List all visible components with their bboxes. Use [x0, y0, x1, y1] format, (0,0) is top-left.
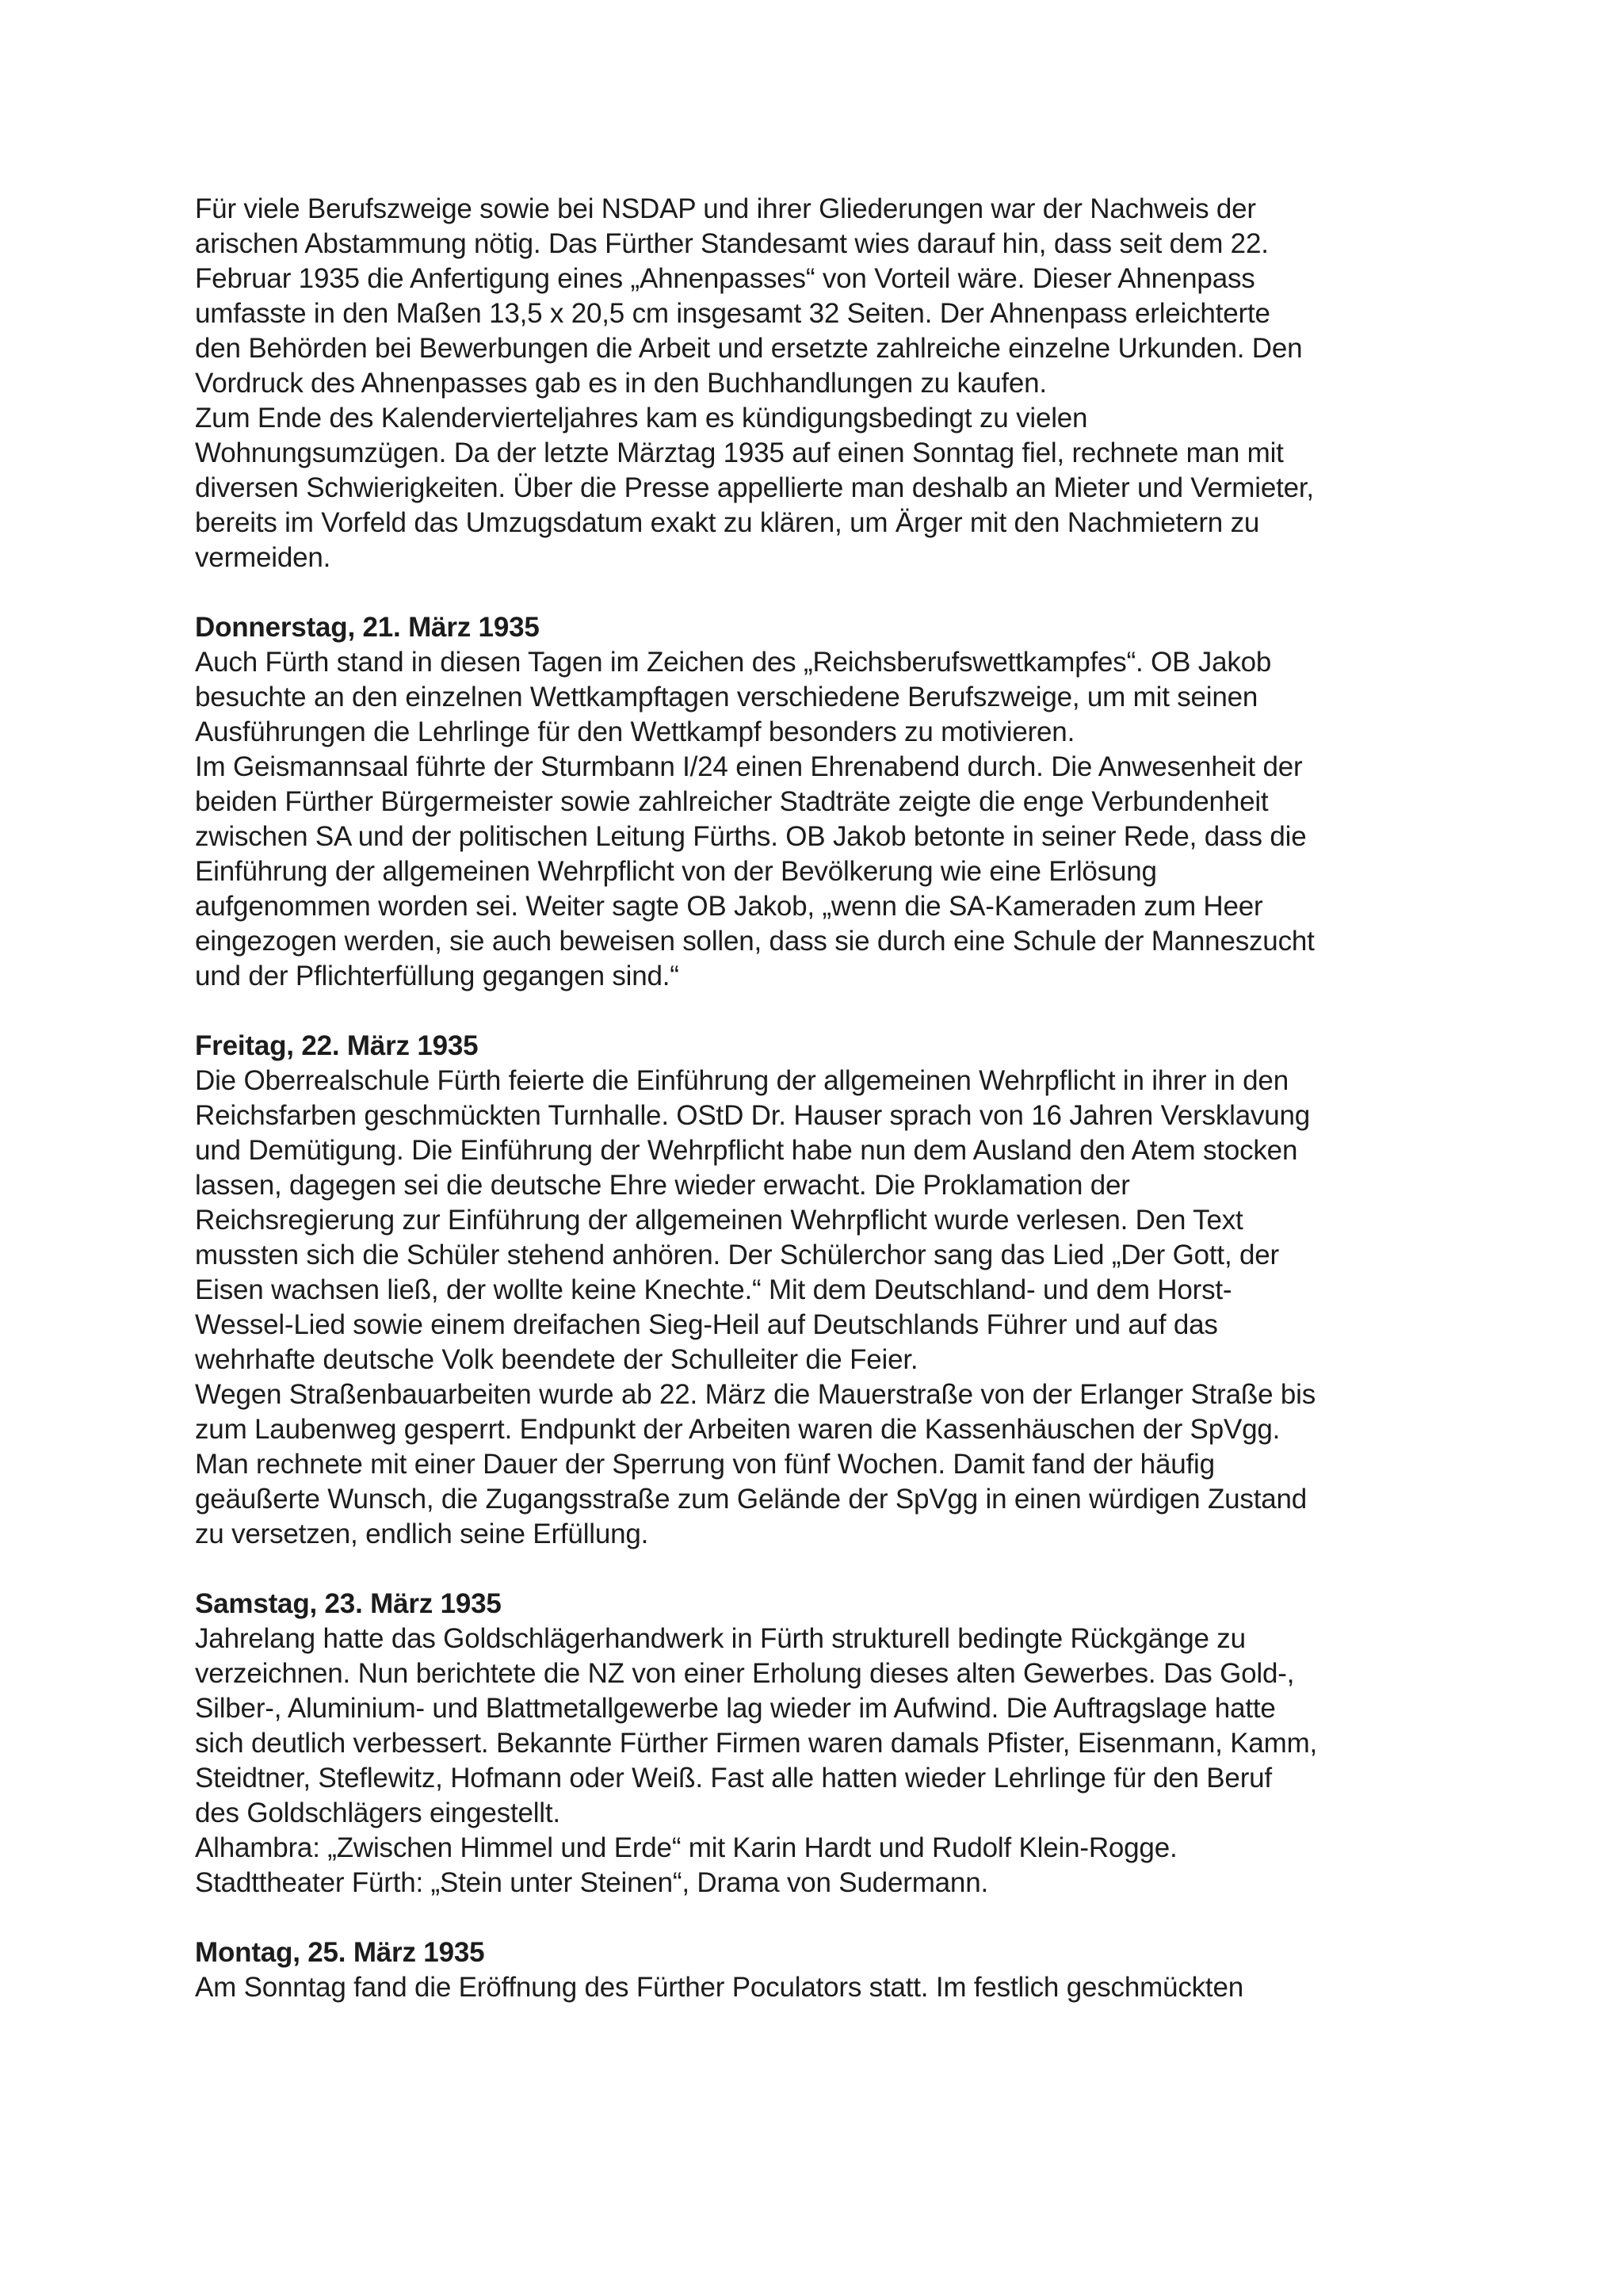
text-line: Die Oberrealschule Fürth feierte die Einführung der allgemeinen Wehrpflicht in ihrer in den [195, 1065, 1289, 1096]
text-line: und der Pflichterfüllung gegangen sind.“ [195, 961, 679, 991]
paragraph [195, 1377, 1431, 1552]
text-line: Für viele Berufszweige sowie bei NSDAP und ihrer Gliederungen war der Nachweis der [195, 193, 1256, 224]
text-line: arischen Abstammung nötig. Das Fürther Standesamt wies darauf hin, dass seit dem 22. [195, 228, 1269, 259]
text-line: Februar 1935 die Anfertigung eines „Ahnenpasses“ von Vorteil wäre. Dieser Ahnenpass [195, 263, 1255, 294]
text-line: Steidtner, Steflewitz, Hofmann oder Weiß. Fast alle hatten wieder Lehrlinge für den Beruf [195, 1763, 1272, 1794]
text-line: umfasste in den Maßen 13,5 x 20,5 cm insgesamt 32 Seiten. Der Ahnenpass erleichterte [195, 298, 1270, 329]
text-line: zu versetzen, endlich seine Erfüllung. [195, 1519, 649, 1549]
text-line: besuchte an den einzelnen Wettkampftagen verschiedene Berufszweige, um mit seinen [195, 682, 1258, 712]
section-heading-montag: Montag, 25. März 1935 [195, 1937, 485, 1968]
text-line: Einführung der allgemeinen Wehrpflicht von der Bevölkerung wie eine Erlösung [195, 856, 1157, 887]
text-line: verzeichnen. Nun berichtete die NZ von einer Erholung dieses alten Gewerbes. Das Gold-, [195, 1658, 1295, 1689]
text-line: den Behörden bei Bewerbungen die Arbeit und ersetzte zahlreiche einzelne Urkunden. Den [195, 333, 1303, 364]
intro-paragraph-1 [195, 192, 1431, 401]
text-line: aufgenommen worden sei. Weiter sagte OB Jakob, „wenn die SA-Kameraden zum Heer [195, 891, 1263, 922]
text-line: lassen, dagegen sei die deutsche Ehre wieder erwacht. Die Proklamation der [195, 1170, 1130, 1201]
text-line: Silber-, Aluminium- und Blattmetallgewerbe lag wieder im Aufwind. Die Auftragslage hatte [195, 1693, 1276, 1724]
text-line: diversen Schwierigkeiten. Über die Presse appellierte man deshalb an Mieter und Vermieter, [195, 472, 1314, 503]
text-line: Alhambra: „Zwischen Himmel und Erde“ mit Karin Hardt und Rudolf Klein-Rogge. [195, 1832, 1178, 1863]
paragraph [195, 1970, 1431, 2005]
text-line: eingezogen werden, sie auch beweisen sollen, dass sie durch eine Schule der Manneszucht [195, 926, 1315, 957]
text-line: Reichsfarben geschmückten Turnhalle. OStD Dr. Hauser sprach von 16 Jahren Versklavung [195, 1100, 1311, 1131]
text-line: beiden Fürther Bürgermeister sowie zahlreicher Stadträte zeigte die enge Verbundenheit [195, 786, 1269, 817]
paragraph [195, 1831, 1431, 1866]
text-line: Reichsregierung zur Einführung der allgemeinen Wehrpflicht wurde verlesen. Den Text [195, 1205, 1243, 1236]
text-line: und Demütigung. Die Einführung der Wehrpflicht habe nun dem Ausland den Atem stocken [195, 1135, 1298, 1166]
section-body-freitag [195, 1064, 1431, 1552]
section-heading-freitag: Freitag, 22. März 1935 [195, 1030, 479, 1061]
section-body-samstag [195, 1622, 1431, 1901]
paragraph [195, 1866, 1431, 1901]
text-line: des Goldschlägers eingestellt. [195, 1797, 560, 1828]
text-line: zum Laubenweg gesperrt. Endpunkt der Arbeiten waren die Kassenhäuschen der SpVgg. [195, 1414, 1281, 1445]
text-line: sich deutlich verbessert. Bekannte Fürther Firmen waren damals Pfister, Eisenmann, Kamm, [195, 1728, 1318, 1759]
section-heading-samstag: Samstag, 23. März 1935 [195, 1588, 502, 1619]
text-line: Am Sonntag fand die Eröffnung des Fürther Poculators statt. Im festlich geschmückten [195, 1972, 1243, 2003]
section-body-montag [195, 1970, 1431, 2005]
text-line: vermeiden. [195, 542, 331, 573]
paragraph [195, 1064, 1431, 1377]
text-line: Zum Ende des Kalendervierteljahres kam es kündigungsbedingt zu vielen [195, 403, 1088, 434]
text-line: bereits im Vorfeld das Umzugsdatum exakt zu klären, um Ärger mit den Nachmietern zu [195, 507, 1260, 538]
text-line: Im Geismannsaal führte der Sturmbann I/24 einen Ehrenabend durch. Die Anwesenheit der [195, 751, 1303, 782]
paragraph [195, 1622, 1431, 1831]
paragraph [195, 750, 1431, 994]
text-line: Wegen Straßenbauarbeiten wurde ab 22. März die Mauerstraße von der Erlanger Straße bis [195, 1379, 1316, 1410]
text-line: Wessel-Lied sowie einem dreifachen Sieg-Heil auf Deutschlands Führer und auf das [195, 1309, 1218, 1340]
text-line: Vordruck des Ahnenpasses gab es in den Buchhandlungen zu kaufen. [195, 368, 1047, 399]
text-line: Stadttheater Fürth: „Stein unter Steinen“, Drama von Sudermann. [195, 1867, 988, 1898]
paragraph [195, 645, 1431, 750]
text-line: wehrhafte deutsche Volk beendete der Schulleiter die Feier. [195, 1344, 918, 1375]
section-body-donnerstag [195, 645, 1431, 994]
document-body [195, 192, 1431, 2005]
text-line: geäußerte Wunsch, die Zugangsstraße zum Gelände der SpVgg in einen würdigen Zustand [195, 1484, 1308, 1515]
text-line: Eisen wachsen ließ, der wollte keine Knechte.“ Mit dem Deutschland- und dem Horst- [195, 1274, 1232, 1305]
text-line: Jahrelang hatte das Goldschlägerhandwerk in Fürth strukturell bedingte Rückgänge zu [195, 1623, 1246, 1654]
section-heading-donnerstag: Donnerstag, 21. März 1935 [195, 612, 540, 643]
text-line: Auch Fürth stand in diesen Tagen im Zeichen des „Reichsberufswettkampfes“. OB Jakob [195, 647, 1272, 678]
intro-paragraph-2 [195, 401, 1431, 575]
text-line: mussten sich die Schüler stehend anhören. Der Schülerchor sang das Lied „Der Gott, der [195, 1240, 1279, 1270]
text-line: Ausführungen die Lehrlinge für den Wettkampf besonders zu motivieren. [195, 716, 1075, 747]
text-line: Wohnungsumzügen. Da der letzte Märztag 1935 auf einen Sonntag fiel, rechnete man mit [195, 437, 1284, 468]
intro-section [195, 192, 1431, 575]
text-line: Man rechnete mit einer Dauer der Sperrung von fünf Wochen. Damit fand der häufig [195, 1449, 1215, 1480]
text-line: zwischen SA und der politischen Leitung Fürths. OB Jakob betonte in seiner Rede, dass die [195, 821, 1307, 852]
